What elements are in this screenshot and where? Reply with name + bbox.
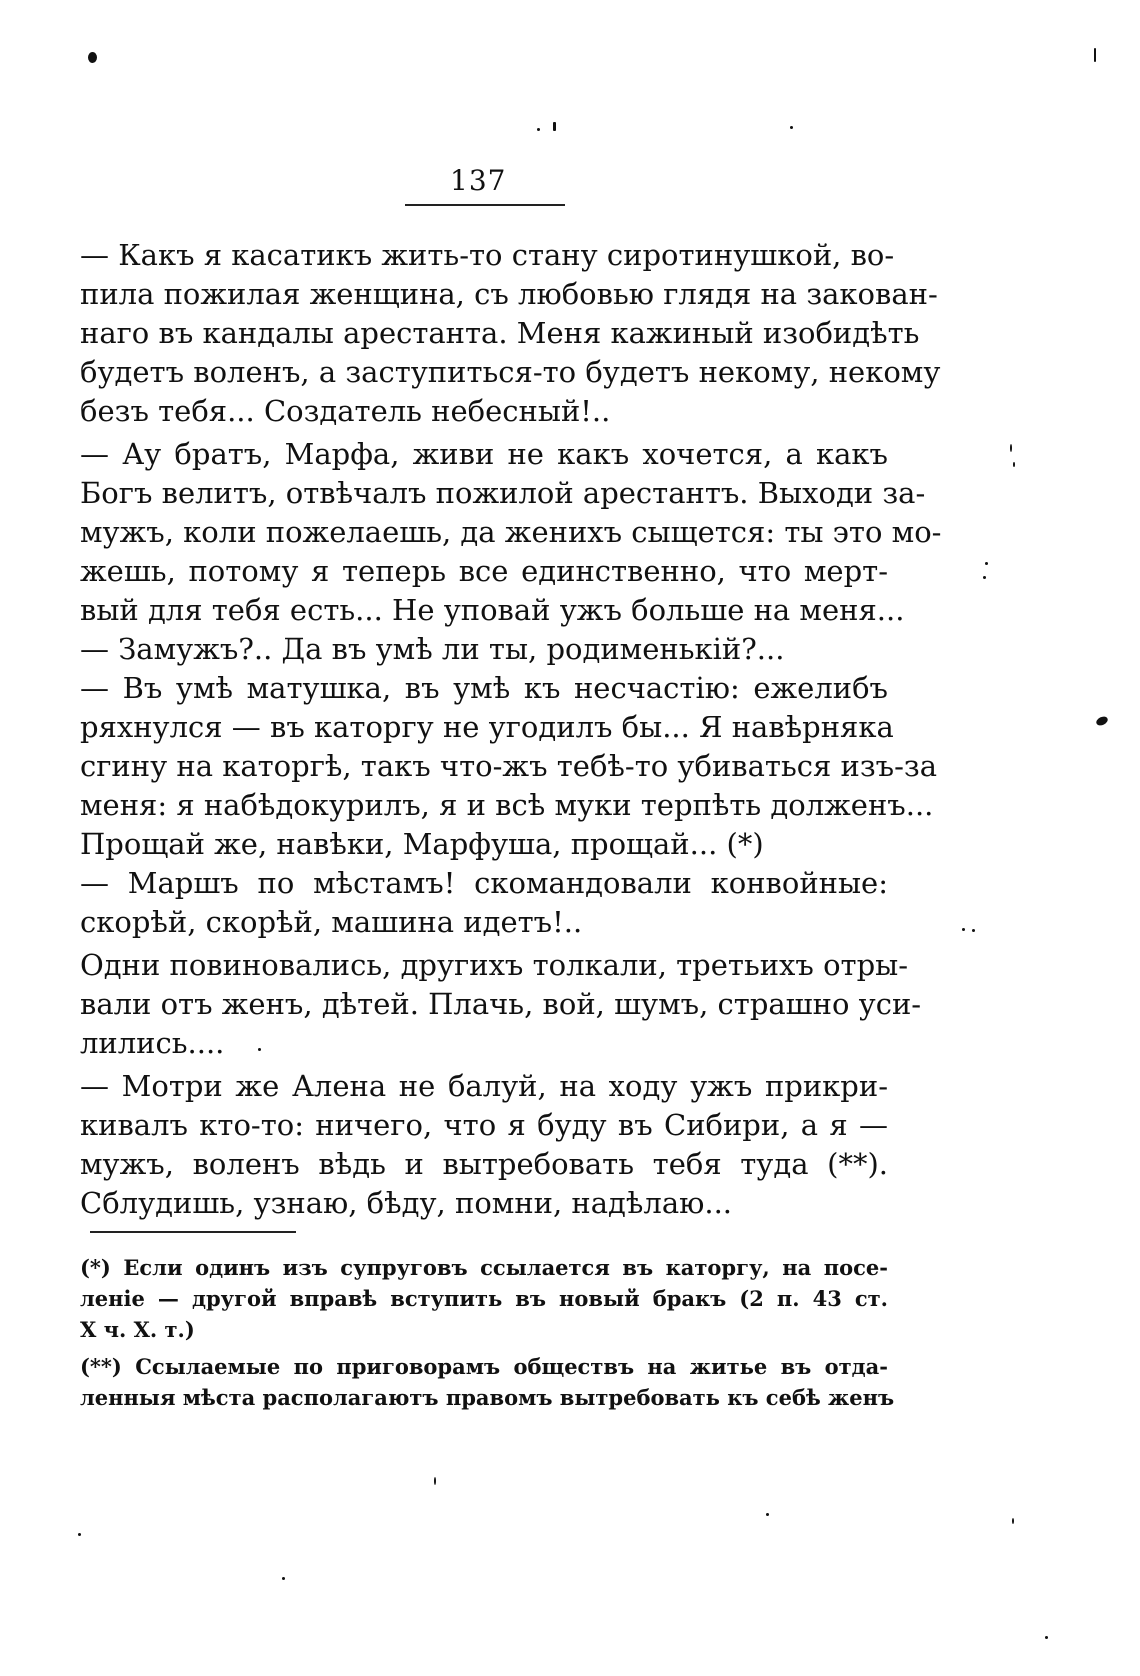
text-line: Прощай же, навѣки, Марфуша, прощай... (*) — [80, 827, 764, 861]
scan-speck — [983, 576, 986, 579]
text-line: мужъ, коли пожелаешь, да женихъ сыщется: ты это мо- — [80, 515, 942, 549]
scan-speck — [1012, 1518, 1014, 1524]
text-line: вали отъ женъ, дѣтей. Плачь, вой, шумъ, страшно уси- — [80, 987, 922, 1021]
text-line: Сблудишь, узнаю, бѣду, помни, надѣлаю... — [80, 1186, 733, 1220]
scan-speck — [1045, 1636, 1048, 1639]
text-line: лились.... — [80, 1026, 225, 1060]
text-line: — Какъ я касатикъ жить-то стану сиротинушкой, во- — [80, 238, 895, 272]
scan-speck — [282, 1577, 285, 1580]
body-text — [80, 236, 942, 1223]
text-line: ряхнулся — въ каторгу не угодилъ бы... Я навѣрняка — [80, 710, 894, 744]
footnote-line: ленныя мѣста располагаютъ правомъ вытребовать къ себѣ женъ — [80, 1385, 895, 1410]
text-line: — Замужъ?.. Да въ умѣ ли ты, родименькій?... — [80, 632, 785, 666]
text-line: Богъ велитъ, отвѣчалъ пожилой арестантъ. Выходи за- — [80, 476, 926, 510]
page-number: 137 — [450, 164, 507, 197]
scan-speck — [1095, 715, 1109, 727]
footnote-line: (*) Если одинъ изъ супруговъ ссылается въ каторгу, на посе- — [80, 1255, 888, 1280]
scan-speck — [78, 1533, 81, 1536]
text-line: — Маршъ по мѣстамъ! скомандовали конвойные: — [80, 866, 888, 900]
scan-speck — [88, 52, 97, 63]
text-line: безъ тебя... Создатель небесный!.. — [80, 394, 611, 428]
footnote-line: (**) Ссылаемые по приговорамъ обществъ на житье въ отда- — [80, 1354, 888, 1379]
scan-speck — [972, 929, 975, 932]
text-line: — Мотри же Алена не балуй, на ходу ужъ прикри- — [80, 1069, 888, 1103]
scan-speck — [766, 1513, 769, 1516]
text-line: будетъ воленъ, а заступиться-то будетъ некому, некому — [80, 355, 941, 389]
page-number-underline — [405, 204, 565, 206]
text-line: мужъ, воленъ вѣдь и вытребовать тебя туда (**). — [80, 1147, 888, 1181]
scan-speck — [1010, 444, 1012, 452]
text-line: меня: я набѣдокурилъ, я и всѣ муки терпѣть долженъ... — [80, 788, 934, 822]
text-line: — Ау братъ, Марфа, живи не какъ хочется, а какъ — [80, 437, 888, 471]
footnote-line: X ч. X. т.) — [80, 1317, 195, 1342]
scan-speck — [790, 126, 793, 129]
text-line: скорѣй, скорѣй, машина идетъ!.. — [80, 905, 583, 939]
scan-speck — [1013, 462, 1015, 467]
text-line: Одни повиновались, другихъ толкали, третьихъ отры- — [80, 948, 909, 982]
text-line: наго въ кандалы арестанта. Меня кажиный изобидѣть — [80, 316, 920, 350]
text-line: вый для тебя есть... Не уповай ужъ больше на меня... — [80, 593, 905, 627]
scan-speck — [1094, 48, 1096, 62]
scan-speck — [434, 1477, 436, 1485]
footnotes — [80, 1252, 895, 1413]
text-line: кивалъ кто-то: ничего, что я буду въ Сибири, а я — — [80, 1108, 888, 1142]
text-line: — Въ умѣ матушка, въ умѣ къ несчастію: ежелибъ — [80, 671, 888, 705]
footnote-separator — [90, 1231, 296, 1233]
text-line: пила пожилая женщина, съ любовью глядя на закован- — [80, 277, 938, 311]
scan-speck — [985, 562, 988, 565]
footnote-line: леніе — другой вправѣ вступить въ новый бракъ (2 п. 43 ст. — [80, 1286, 888, 1311]
text-line: сгину на каторгѣ, такъ что-жъ тебѣ-то убиваться изъ-за — [80, 749, 937, 783]
text-line: жешь, потому я теперь все единственно, что мерт- — [80, 554, 888, 588]
scan-speck — [553, 122, 556, 131]
scan-speck — [962, 928, 965, 931]
scan-speck — [537, 128, 540, 131]
